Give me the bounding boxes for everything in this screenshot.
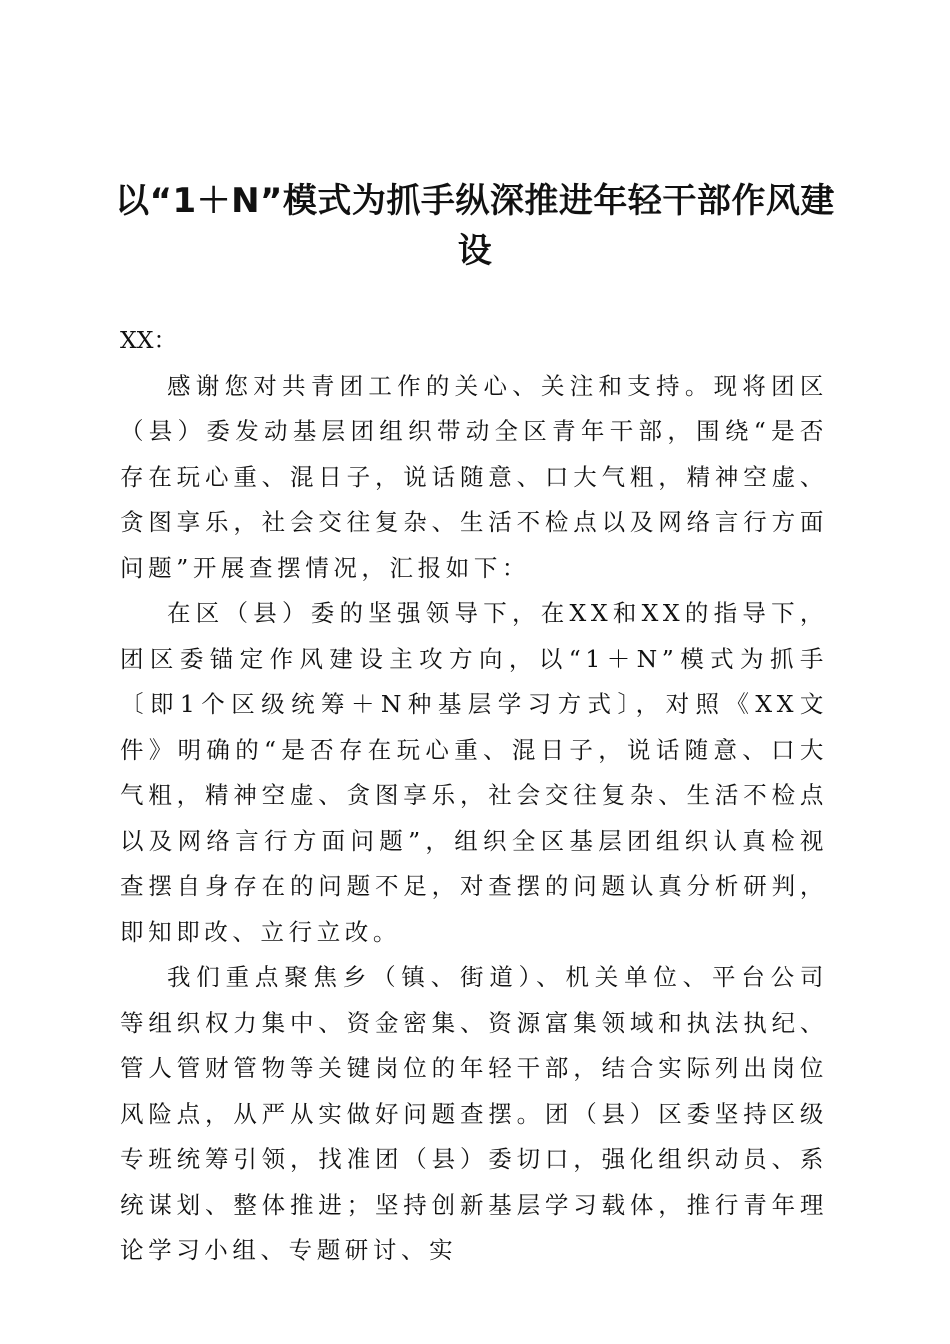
document-title: 以“1＋N”模式为抓手纵深推进年轻干部作风建设 bbox=[115, 181, 835, 271]
paragraph: 感谢您对共青团工作的关心、关注和支持。现将团区（县）委发动基层团组织带动全区青年干部，围绕“是否存在玩心重、混日子，说话随意、口大气粗，精神空虚、贪图享乐，社会交往复杂、生活不检点以及网络言行方面问题”开展查摆情况，汇报如下： bbox=[120, 371, 828, 582]
document-body bbox=[120, 318, 828, 1274]
salutation: XX： bbox=[120, 326, 177, 354]
paragraph: 我们重点聚焦乡（镇、街道）、机关单位、平台公司等组织权力集中、资金密集、资源富集领域和执法执纪、管人管财管物等关键岗位的年轻干部，结合实际列出岗位风险点，从严从实做好问题查摆。团（县）区委坚持区级专班统筹引领，找准团（县）委切口，强化组织动员、系统谋划、整体推进；坚持创新基层学习载体，推行青年理论学习小组、专题研讨、实 bbox=[120, 963, 828, 1264]
paragraph: 在区（县）委的坚强领导下，在XX和XX的指导下，团区委锚定作风建设主攻方向，以“1＋N”模式为抓手〔即1个区级统筹＋N种基层学习方式〕，对照《XX文件》明确的“是否存在玩心重、混日子，说话随意、口大气粗，精神空虚、贪图享乐，社会交往复杂、生活不检点以及网络言行方面问题”，组织全区基层团组织认真检视查摆自身存在的问题不足，对查摆的问题认真分析研判，即知即改、立行立改。 bbox=[120, 599, 828, 946]
